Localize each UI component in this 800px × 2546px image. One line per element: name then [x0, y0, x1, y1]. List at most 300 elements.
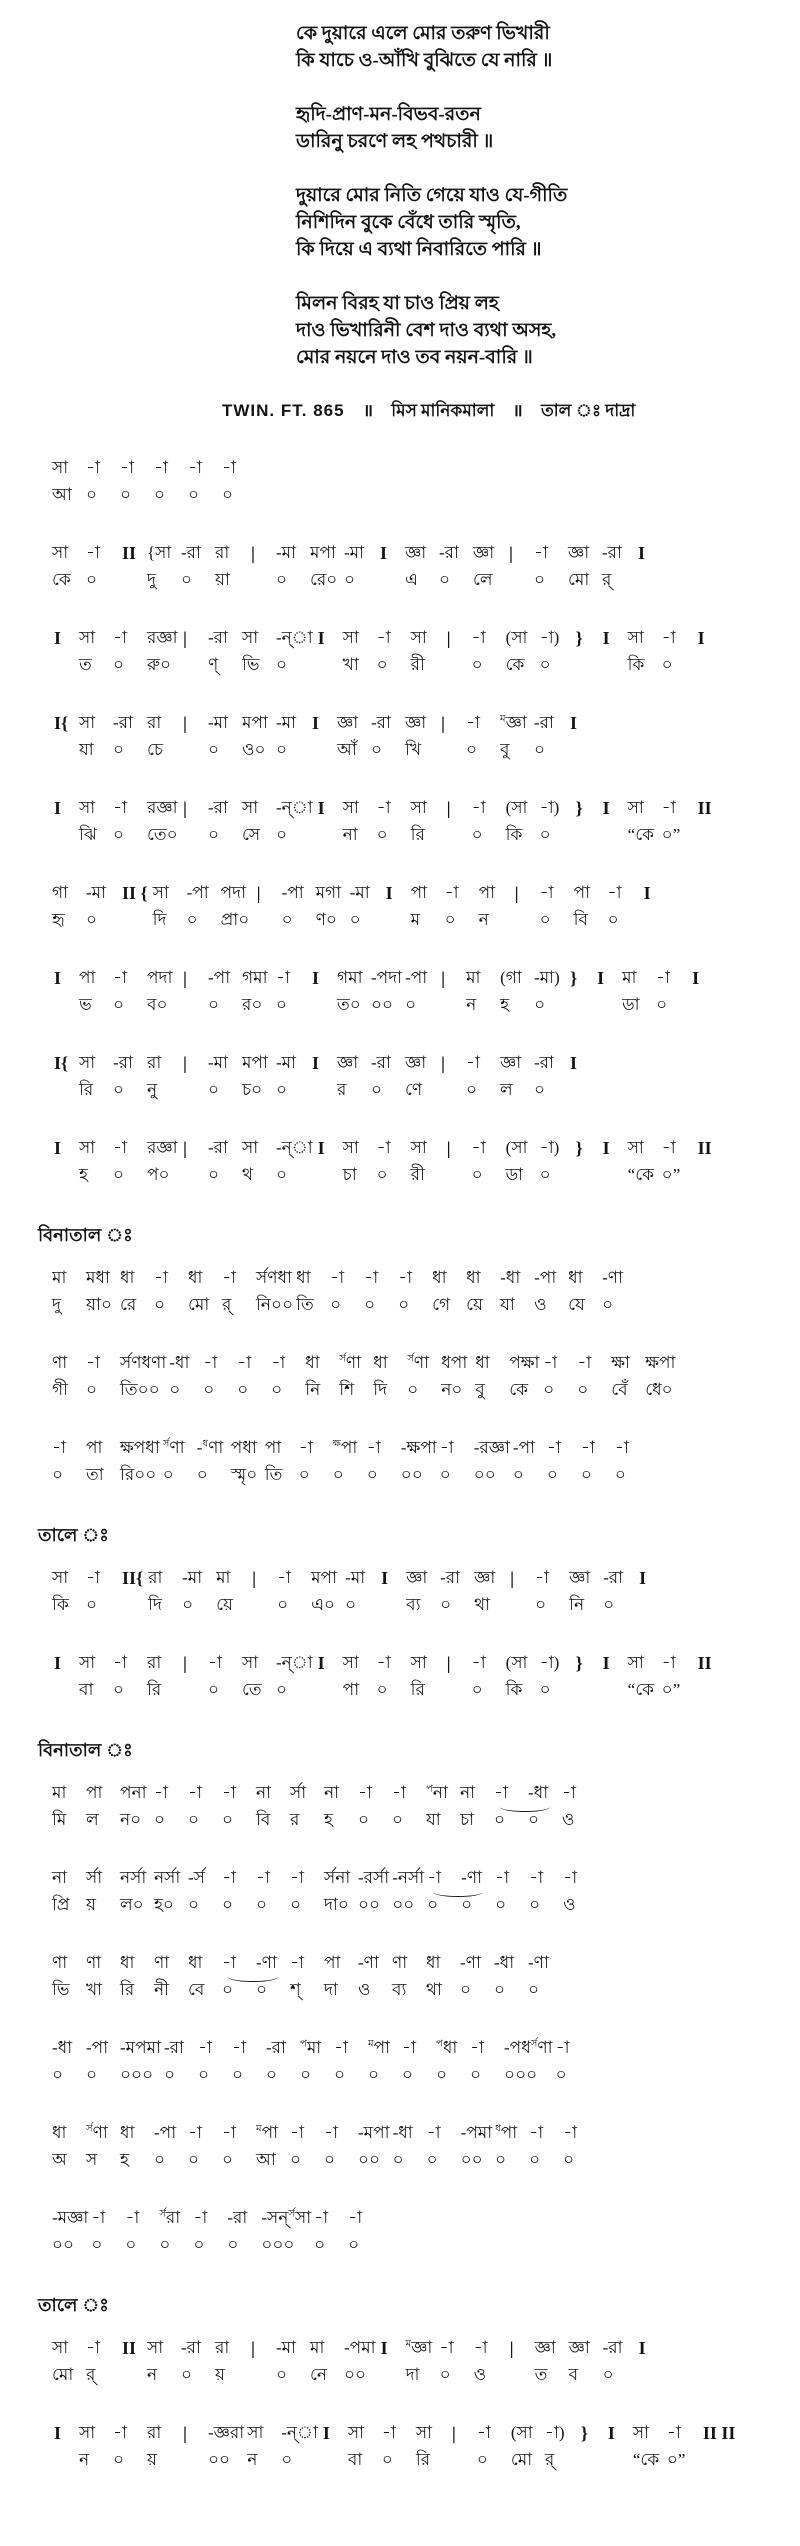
note-column	[222, 2121, 253, 2172]
lyric-token: ০	[602, 2365, 614, 2384]
lyric-token: ০	[208, 1080, 220, 1099]
note-token: -মপমা	[120, 2038, 162, 2057]
lyric-token: র্	[602, 570, 612, 589]
lyric-token: ০	[154, 1295, 166, 1314]
note-token: -া	[232, 2038, 247, 2057]
note-column	[208, 626, 239, 677]
bar-column	[310, 966, 334, 993]
note-column	[256, 2121, 287, 2172]
note-token: পা	[86, 1783, 103, 1802]
lyric-token: ব	[568, 2365, 579, 2384]
lyric-token: ০	[534, 995, 546, 1014]
bar-symbol: |	[509, 543, 513, 563]
note-token: রজ্ঞা	[147, 1138, 178, 1157]
note-token: ণা	[52, 1353, 68, 1372]
bar-column	[379, 1566, 403, 1593]
note-token: নর্সা	[154, 1868, 181, 1887]
note-token: সা	[52, 2338, 69, 2357]
note-token: জ্ঞা	[337, 713, 359, 732]
lyric-token: দা	[324, 1980, 338, 1999]
bar-symbol: |	[256, 883, 261, 903]
note-token: না	[460, 1783, 476, 1802]
lyric-token: ০	[237, 1380, 249, 1399]
note-column	[216, 1566, 247, 1617]
note-token: -া	[546, 1438, 561, 1457]
lyric-line: মিলন বিরহ যা চাও প্রিয় লহ	[296, 293, 499, 314]
note-column	[407, 1351, 438, 1402]
bar-column	[507, 541, 531, 568]
note-token: -সন্$^{র্স}$সা	[261, 2208, 312, 2227]
note-column	[350, 881, 381, 932]
lyric-token: রি	[120, 1980, 135, 1999]
note-column	[475, 1351, 506, 1402]
lyric-token: ০	[555, 2065, 567, 2084]
lyric-token: দা	[405, 2365, 420, 2384]
note-column	[86, 1781, 117, 1832]
bar-column	[595, 966, 619, 993]
note-token: না	[52, 1868, 68, 1887]
bar-column	[579, 2421, 603, 2448]
note-column	[569, 1566, 600, 1617]
note-column	[500, 966, 531, 1017]
lyric-token: বু	[475, 1380, 485, 1399]
lyric-token: ০	[232, 2065, 244, 2084]
note-column	[120, 2036, 161, 2087]
lyric-token: ০	[534, 1080, 546, 1099]
note-column	[276, 966, 307, 1017]
lyric-token: য়ে	[466, 1295, 484, 1314]
note-token: -ন্া	[276, 1138, 313, 1157]
lyric-token: ০	[376, 655, 388, 674]
note-token: -া	[154, 1268, 168, 1287]
note-token: -া	[444, 883, 459, 902]
note-token: সা	[147, 2338, 164, 2357]
lyric-token: দা০	[324, 1895, 349, 1914]
note-column	[358, 2121, 390, 2172]
note-column	[343, 626, 374, 677]
note-column	[316, 881, 347, 932]
note-token: সা	[632, 2423, 650, 2442]
note-token: {সা	[147, 543, 172, 562]
note-token: ধা	[475, 1353, 490, 1372]
note-token: -ণা	[528, 1953, 549, 1972]
note-token: সা	[627, 1138, 644, 1157]
bar-column	[637, 2336, 661, 2363]
note-token: জ্ঞা	[569, 1568, 591, 1587]
note-column	[154, 456, 185, 507]
note-token: ধা	[188, 1268, 203, 1287]
note-column	[154, 1781, 185, 1832]
lyric-token: ০০	[358, 2150, 381, 2169]
lyric-token: রী	[410, 655, 425, 674]
lyric-token: ০	[188, 1810, 200, 1829]
note-token: -া	[91, 2208, 106, 2227]
note-column	[436, 2036, 467, 2087]
note-column	[377, 1651, 408, 1702]
bar-column	[637, 1566, 661, 1593]
lyric-token: ০	[256, 1895, 268, 1914]
note-column	[276, 1651, 313, 1702]
note-column	[242, 626, 273, 677]
note-column	[534, 1051, 565, 1102]
note-column	[91, 2206, 122, 2257]
note-column	[563, 2121, 594, 2172]
lyric-token: ও	[534, 1295, 547, 1314]
note-column	[495, 1866, 526, 1917]
note-column	[147, 711, 178, 762]
lyric-token: আঁ	[337, 740, 357, 759]
note-column	[232, 2036, 263, 2087]
note-column	[148, 1566, 179, 1617]
bar-column	[250, 1566, 274, 1593]
note-column	[120, 1436, 160, 1487]
note-column	[188, 2121, 219, 2172]
note-column	[182, 1566, 213, 1617]
bar-column	[445, 626, 469, 653]
lyric-token: রি	[410, 825, 425, 844]
lyric-token: ০	[539, 655, 551, 674]
lyric-token: ০	[529, 2150, 541, 2169]
lyric-token: কি	[52, 1595, 69, 1614]
note-column	[154, 1951, 185, 2002]
note-token: পদা	[147, 968, 173, 987]
note-token: মা	[622, 968, 637, 987]
bar-column	[439, 1051, 463, 1078]
note-token: -া	[113, 1138, 127, 1157]
lyric-token: ০	[181, 2365, 193, 2384]
lyric-token: ল	[86, 1810, 99, 1829]
note-column	[120, 1866, 151, 1917]
note-token: -া	[290, 2123, 304, 2142]
note-column	[479, 881, 510, 932]
note-column	[472, 1136, 503, 1187]
lyric-token: ০	[86, 1380, 98, 1399]
note-token: ণা	[52, 1953, 68, 1972]
note-token: -রা	[113, 713, 133, 732]
note-column	[52, 881, 83, 932]
note-token: -া	[381, 2423, 396, 2442]
lyric-token: ০	[345, 1595, 357, 1614]
note-column	[324, 1781, 355, 1832]
note-column	[534, 541, 565, 592]
lyric-token: ন০	[120, 1810, 142, 1829]
bar-symbol: II{	[122, 1568, 144, 1588]
note-column	[79, 1651, 110, 1702]
note-token: ধা	[52, 2123, 67, 2142]
lyric-token: ও	[562, 1810, 575, 1829]
note-column	[79, 796, 110, 847]
lyric-token: দি	[373, 1380, 388, 1399]
note-token: $^{র্স}$রা	[159, 2208, 181, 2227]
bar-symbol: I	[54, 1653, 62, 1673]
note-column	[147, 626, 178, 677]
note-column	[540, 1136, 571, 1187]
lyric-token: প০	[147, 1165, 170, 1184]
note-token: পা	[79, 968, 96, 987]
note-column	[242, 1136, 273, 1187]
lyric-token: ০	[371, 740, 383, 759]
note-token: সা	[242, 1138, 259, 1157]
lyric-token: নি০০	[256, 1295, 294, 1314]
bar-column	[445, 1651, 469, 1678]
note-token: মপা	[242, 1053, 268, 1072]
note-token: -া	[52, 1438, 66, 1457]
lyric-token: ও০	[242, 740, 266, 759]
note-token: -া	[120, 458, 134, 477]
lyric-token: ০	[426, 2150, 438, 2169]
lyric-token: ০”	[666, 2450, 686, 2469]
lyric-token: ন	[466, 995, 477, 1014]
note-token: -রা	[534, 1053, 554, 1072]
notation-block	[52, 1051, 774, 1102]
note-token: -ন্া	[281, 2423, 318, 2442]
note-column	[281, 2421, 318, 2472]
note-column	[276, 796, 313, 847]
bar-symbol: |	[441, 968, 446, 988]
note-token: জ্ঞা	[405, 543, 427, 562]
lyric-token: ০	[364, 1295, 376, 1314]
note-token: -া	[86, 1568, 100, 1587]
lyric-token: ০	[534, 570, 546, 589]
lyric-token: তা	[86, 1465, 104, 1484]
note-column	[603, 2336, 634, 2387]
lyric-token: ০০	[400, 1465, 423, 1484]
note-token: -া	[466, 713, 480, 732]
lyric-token: ০	[182, 1595, 194, 1614]
note-column	[540, 1651, 571, 1702]
lyric-token: ভি	[242, 655, 260, 674]
note-token: -া	[113, 1653, 127, 1672]
note-column	[472, 626, 503, 677]
note-token: -া	[222, 1868, 236, 1887]
note-column	[52, 2206, 88, 2257]
lyric-token: ০	[188, 485, 200, 504]
bar-symbol: |	[441, 1053, 445, 1073]
lyric-token: তি০০	[120, 1380, 160, 1399]
note-token: -া	[476, 2423, 491, 2442]
note-token: -া	[222, 2123, 236, 2142]
lyric-token: ০	[661, 655, 673, 674]
bar-column	[696, 1651, 720, 1678]
note-token: -া	[208, 1653, 222, 1672]
note-token: -পা	[405, 968, 428, 987]
note-column	[466, 1266, 497, 1317]
note-token: -পা	[534, 1268, 557, 1287]
note-column	[324, 2121, 355, 2172]
bar-symbol: |	[251, 2338, 255, 2358]
lyric-token: ০	[436, 2065, 448, 2084]
note-token: -া	[473, 2338, 488, 2357]
lyric-token: ডা	[622, 995, 640, 1014]
note-column	[440, 1566, 471, 1617]
note-token: -া	[358, 1783, 372, 1802]
note-column	[79, 626, 110, 677]
note-token: ধপা	[441, 1353, 468, 1372]
record-number: TWIN. FT. 865	[222, 401, 345, 420]
note-token: -া)	[539, 628, 560, 647]
note-column	[439, 541, 470, 592]
lyric-token: ০	[358, 1810, 370, 1829]
lyric-token: ল০	[120, 1895, 144, 1914]
section-label: বিনাতাল ঃ	[38, 1225, 133, 1245]
note-token: -া	[577, 1353, 592, 1372]
note-column	[125, 2206, 156, 2257]
lyric-token: ০	[222, 485, 234, 504]
note-column	[197, 1436, 228, 1487]
note-column	[266, 2036, 297, 2087]
note-token: -া	[470, 2038, 485, 2057]
note-column	[52, 2336, 83, 2387]
note-token: -া)	[544, 2423, 565, 2442]
lyric-token: ০	[543, 1380, 555, 1399]
note-column	[461, 2121, 493, 2172]
note-token: -মা	[344, 543, 365, 562]
note-token: সা	[79, 798, 96, 817]
note-column	[426, 1951, 457, 2002]
note-column	[345, 1566, 376, 1617]
bar-column	[52, 711, 76, 738]
lyric-token: ০	[444, 910, 456, 929]
note-column	[416, 2421, 447, 2472]
note-token: -া	[466, 1053, 480, 1072]
note-column	[662, 1651, 693, 1702]
note-token: গমা	[242, 968, 268, 987]
lyric-token: ০”	[661, 1165, 681, 1184]
note-column	[528, 1951, 559, 2002]
note-token: -রা	[371, 1053, 391, 1072]
note-token: জ্ঞা	[568, 543, 590, 562]
note-column	[348, 2206, 379, 2257]
bar-column	[120, 2336, 144, 2363]
note-token: -ধা	[528, 1783, 549, 1802]
note-token: -পা	[512, 1438, 536, 1457]
note-column	[405, 541, 436, 592]
note-token: -া	[614, 1438, 629, 1457]
note-token: $^{র্স}$ণা	[162, 1438, 185, 1457]
lyric-token: ০	[227, 2235, 239, 2254]
lyric-token: ০	[203, 1380, 215, 1399]
bar-symbol: I	[54, 1138, 62, 1158]
lyric-line: দাও ভিখারিনী বেশ দাও ব্যথা অসহ,	[296, 320, 557, 341]
bar-symbol: I	[697, 628, 705, 648]
note-token: -া	[563, 1868, 578, 1887]
lyric-token: ০	[169, 1380, 181, 1399]
lyric-token: রু০	[147, 655, 172, 674]
note-token: -রা	[602, 2338, 623, 2357]
lyric-token: বেঁ	[611, 1380, 628, 1399]
lyric-token: নু	[147, 1080, 158, 1099]
note-token: সা	[52, 458, 69, 477]
note-token: -ণা	[358, 1953, 379, 1972]
bar-symbol: |	[446, 798, 451, 818]
lyric-token: ০	[271, 1380, 283, 1399]
note-token: -া	[535, 1568, 550, 1587]
note-token: -া	[607, 883, 622, 902]
note-token: (গা	[500, 968, 522, 987]
bar-symbol: I	[317, 628, 325, 648]
lyric-token: ন	[478, 910, 489, 929]
lyric-token: ০	[276, 995, 288, 1014]
note-token: পদা	[220, 883, 247, 902]
lyric-token: বা	[347, 2450, 363, 2469]
note-token: সা	[152, 883, 169, 902]
bar-symbol: I	[312, 1053, 320, 1073]
note-column	[120, 456, 151, 507]
lyric-token: ০	[332, 1465, 344, 1484]
note-column	[86, 2121, 117, 2172]
note-token: জ্ঞা	[534, 2338, 556, 2357]
note-token: (সা	[505, 798, 528, 817]
lyric-token: ০	[159, 2235, 171, 2254]
lyric-token: ০	[366, 1465, 378, 1484]
lyric-token: ০”	[661, 1680, 681, 1699]
bar-column	[316, 1136, 340, 1163]
note-column	[222, 1951, 253, 2002]
lyric-token: নে	[310, 2365, 328, 2384]
note-token: -া)	[539, 798, 560, 817]
lyric-token: ত০	[337, 995, 361, 1014]
lyric-token: রি	[79, 1080, 94, 1099]
lyric-line: হৃদি-প্রাণ-মন-বিভব-রতন	[296, 104, 481, 125]
lyric-token: ০	[439, 2365, 451, 2384]
note-token: -মা	[276, 713, 297, 732]
note-column	[79, 2421, 110, 2472]
note-token: পনা	[120, 1783, 147, 1802]
lyric-token: ০	[602, 1295, 614, 1314]
note-column	[367, 1436, 398, 1487]
note-token: -া	[471, 798, 486, 817]
lyric-token: হ	[79, 1165, 88, 1184]
note-column	[506, 796, 537, 847]
bar-column	[52, 2421, 76, 2448]
note-token: -ধা	[392, 2123, 413, 2142]
note-token: সা	[52, 543, 69, 562]
note-column	[343, 796, 374, 847]
note-token: -া)	[539, 1138, 560, 1157]
notation-block	[52, 881, 774, 932]
note-column	[52, 1566, 83, 1617]
lyric-token: ০	[607, 910, 619, 929]
lyric-token: র	[290, 1810, 300, 1829]
lyric-token: ০	[125, 2235, 137, 2254]
note-token: সা	[242, 798, 259, 817]
section-label: তালে ঃ	[38, 1525, 109, 1545]
note-column	[460, 1781, 491, 1832]
bar-symbol: II II	[702, 2423, 736, 2443]
note-token: $^ম$পা	[256, 2123, 279, 2142]
note-column	[474, 2336, 505, 2387]
note-token: সা	[79, 713, 96, 732]
lyric-token: খা	[86, 1980, 103, 1999]
note-token: -রজ্ঞা	[473, 1438, 510, 1457]
note-column	[392, 1866, 424, 1917]
lyric-token: কে	[509, 1380, 529, 1399]
lyric-token: ০	[528, 1810, 540, 1829]
note-column	[147, 1136, 178, 1187]
note-token: $^ম$পা	[368, 2038, 391, 2057]
note-column	[494, 1781, 525, 1832]
note-token: পা	[324, 1953, 341, 1972]
bar-column	[321, 2421, 345, 2448]
note-column	[440, 2336, 471, 2387]
bar-symbol: |	[183, 1053, 187, 1073]
note-column	[113, 2421, 144, 2472]
lyric-token: য়	[86, 1895, 97, 1914]
note-token: -মা	[86, 883, 107, 902]
lyric-token: “কে	[627, 1680, 654, 1699]
note-token: -মজ্ঞা	[52, 2208, 89, 2227]
lyric-token: নি	[569, 1595, 585, 1614]
